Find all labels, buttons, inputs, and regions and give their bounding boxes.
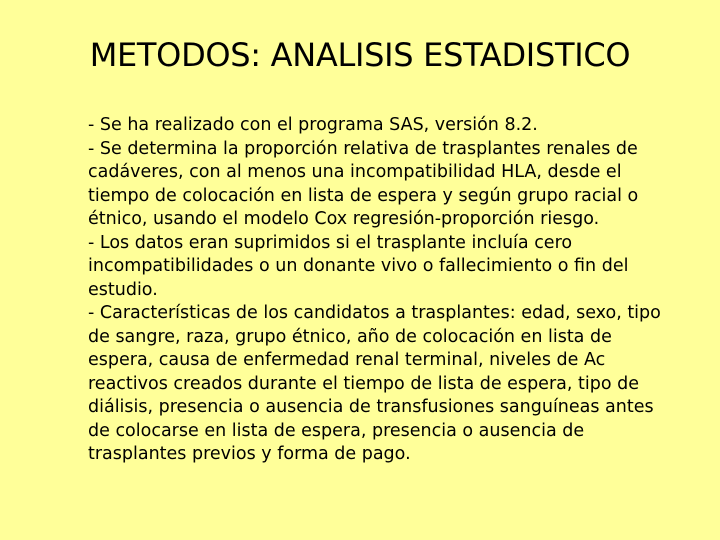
paragraph-characteristics: - Características de los candidatos a trasplantes: edad, sexo, tipo de sangre, raza, grupo étnico, año de colocación en lista de espera, causa de enfermedad renal terminal, niveles de Ac reactivos creados durante el tiempo de lista de espera, tipo de diálisis, presencia o ausencia de transfusiones sanguíneas antes de colocarse en lista de espera, presencia o ausencia de trasplantes previos y forma de pago.: [88, 303, 661, 464]
slide-body: [88, 114, 668, 467]
paragraph-proportion: - Se determina la proporción relativa de trasplantes renales de cadáveres, con al menos una incompatibilidad HLA, desde el tiempo de colocación en lista de espera y según grupo racial o étnico, usando el modelo Cox regresión-proporción riesgo.: [88, 138, 639, 229]
slide-title: METODOS: ANALISIS ESTADISTICO: [89, 36, 631, 74]
paragraph-censoring: - Los datos eran suprimidos si el trasplante incluía cero incompatibilidades o un donante vivo o fallecimiento o fin del estudio.: [88, 232, 629, 300]
paragraph-software: - Se ha realizado con el programa SAS, versión 8.2.: [88, 115, 538, 135]
